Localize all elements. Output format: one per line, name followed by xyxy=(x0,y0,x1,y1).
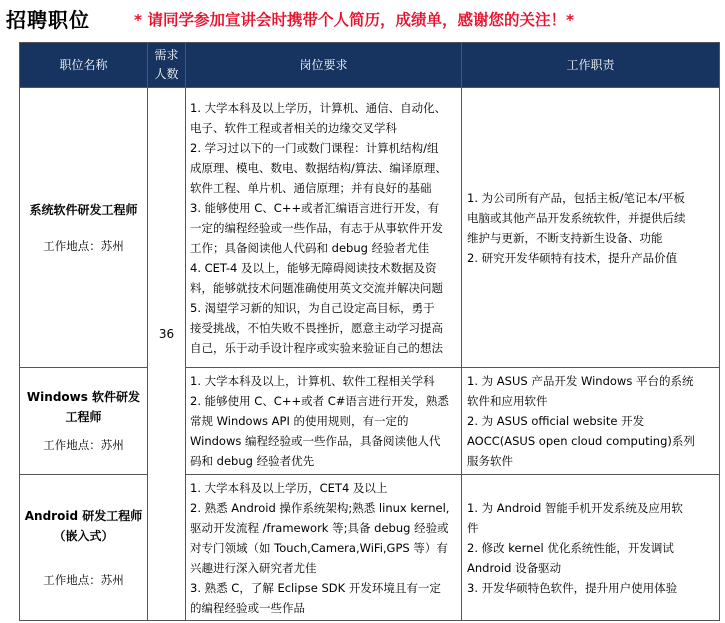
duty-line: 2. 为 ASUS official website 开发 xyxy=(467,414,645,428)
duties-cell xyxy=(462,88,720,368)
headcount-cell xyxy=(148,88,186,621)
requirement-line: 对专门领域（如 Touch,Camera,WiFi,GPS 等）有 xyxy=(190,540,448,555)
requirements-cell xyxy=(186,475,462,621)
position-cell xyxy=(20,475,148,621)
duties-cell xyxy=(462,475,720,621)
requirement-line: 的编程经验或一些作品 xyxy=(190,600,305,615)
requirement-line: 码和 debug 经验者优先 xyxy=(190,454,315,468)
duty-line: 软件和应用软件 xyxy=(467,394,548,408)
duty-line: 2. 研究开发华硕特有技术，提升产品价值 xyxy=(467,250,678,265)
requirement-line: 兴趣进行深入研究者尤佳 xyxy=(190,560,317,575)
duty-line: AOCC(ASUS open cloud computing)系列 xyxy=(467,434,695,448)
requirement-line: 常规 Windows API 的使用规则，有一定的 xyxy=(190,414,409,428)
requirement-line: 1. 大学本科及以上学历，计算机、通信、自动化、 xyxy=(190,100,447,115)
requirement-line: 3. 熟悉 C，了解 Eclipse SDK 开发环境且有一定 xyxy=(190,580,441,595)
duty-line: 维护与更新，不断支持新生设备、功能 xyxy=(467,230,663,245)
requirement-line: Windows 编程经验或一些作品，具备阅读他人代 xyxy=(190,434,441,448)
requirement-line: 4. CET-4 及以上，能够无障碍阅读技术数据及资 xyxy=(190,260,437,275)
position-name-line2: 工程师 xyxy=(65,410,102,424)
table-row xyxy=(20,368,720,475)
requirement-line: 5. 渴望学习新的知识，为自己设定高目标，勇于 xyxy=(190,300,435,315)
duty-line: 服务软件 xyxy=(467,454,513,468)
position-name-line2: （嵌入式） xyxy=(53,528,114,543)
duty-line: 1. 为 Android 智能手机开发系统及应用软 xyxy=(467,500,683,515)
requirement-line: 3. 能够使用 C、C++或者汇编语言进行开发，有 xyxy=(190,200,440,215)
requirement-line: 1. 大学本科及以上学历，CET4 及以上 xyxy=(190,480,388,495)
requirement-line: 1. 大学本科及以上，计算机、软件工程相关学科 xyxy=(190,374,435,388)
page-title: 招聘职位 xyxy=(6,8,90,32)
position-name: 系统软件研发工程师 xyxy=(29,202,138,217)
column-header-headcount: 需求人数 xyxy=(148,43,186,88)
requirement-line: 软件工程、单片机、通信原理；并有良好的基础 xyxy=(190,180,432,195)
requirements-cell xyxy=(186,368,462,475)
table-row xyxy=(20,475,720,621)
work-location: 工作地点：苏州 xyxy=(43,238,124,253)
requirements-cell xyxy=(186,88,462,368)
requirement-line: 2. 熟悉 Android 操作系统架构;熟悉 linux kernel, xyxy=(190,500,450,515)
table-header-row xyxy=(20,43,720,88)
requirement-line: 接受挑战，不怕失败不畏挫折，愿意主动学习提高 xyxy=(190,320,443,335)
duty-line: 2. 修改 kernel 优化系统性能，开发调试 xyxy=(467,540,674,555)
requirement-line: 工作；具备阅读他人代码和 debug 经验者尤佳 xyxy=(190,240,430,255)
duty-line: Android 设备驱动 xyxy=(467,560,562,575)
column-header-requirements: 岗位要求 xyxy=(186,43,462,88)
table-row xyxy=(20,88,720,368)
requirement-line: 2. 学习过以下的一门或数门课程：计算机结构/组 xyxy=(190,140,439,155)
headcount-value: 36 xyxy=(158,327,175,341)
requirement-line: 2. 能够使用 C、C++或者 C#语言进行开发，熟悉 xyxy=(190,394,449,408)
position-cell xyxy=(20,368,148,475)
work-location: 工作地点：苏州 xyxy=(43,572,124,587)
requirement-line: 自己，乐于动手设计程序或实验来验证自己的想法 xyxy=(190,340,443,355)
requirement-line: 成原理、模电、数电、数据结构/算法、编译原理、 xyxy=(190,160,447,175)
position-cell xyxy=(20,88,148,368)
duty-line: 电脑或其他产品开发系统软件，并提供后续 xyxy=(467,210,686,225)
requirement-line: 料，能够就技术问题准确使用英文交流并解决问题 xyxy=(190,280,443,295)
notice-text: * 请同学参加宣讲会时携带个人简历，成绩单，感谢您的关注！* xyxy=(134,11,575,29)
requirement-line: 驱动开发流程 /framework 等;具备 debug 经验或 xyxy=(190,520,449,535)
requirement-line: 电子、软件工程或者相关的边缘交叉学科 xyxy=(190,120,397,135)
position-name: Windows 软件研发 xyxy=(26,390,141,404)
work-location: 工作地点：苏州 xyxy=(43,438,124,452)
duty-line: 1. 为公司所有产品，包括主板/笔记本/平板 xyxy=(467,190,685,205)
duty-line: 1. 为 ASUS 产品开发 Windows 平台的系统 xyxy=(467,374,694,388)
column-header-position: 职位名称 xyxy=(20,43,148,88)
requirement-line: 一定的编程经验或一些作品，有志于从事软件开发 xyxy=(190,220,443,235)
duty-line: 件 xyxy=(467,520,479,535)
duties-cell xyxy=(462,368,720,475)
duty-line: 3. 开发华硕特色软件，提升用户使用体验 xyxy=(467,580,678,595)
column-header-duties: 工作职责 xyxy=(462,43,720,88)
job-table xyxy=(19,42,720,621)
position-name: Android 研发工程师 xyxy=(24,508,143,523)
